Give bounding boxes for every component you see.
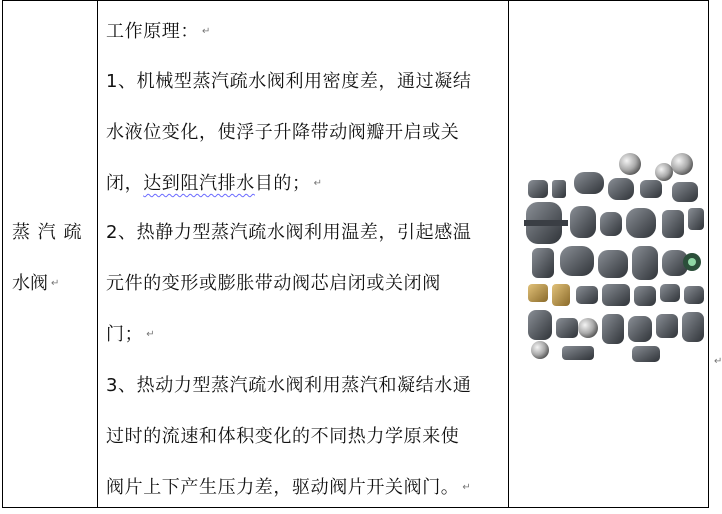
table-border-top <box>2 0 708 1</box>
principle-line-4: 2、热静力型蒸汽疏水阀利用温差，引起感温 <box>106 222 472 243</box>
row-label-line1: 蒸 汽 疏 <box>12 222 83 243</box>
principle-heading: 工作原理： ↵ <box>106 21 211 42</box>
table-border-col1 <box>97 0 98 508</box>
table-border-col2 <box>508 0 509 508</box>
principle-line-7: 3、热动力型蒸汽疏水阀利用蒸汽和凝结水通 <box>106 375 472 396</box>
principle-line-5: 元件的变形或膨胀带动阀芯启闭或关闭阀 <box>106 273 441 294</box>
row-label-line2: 水阀 ↵ <box>12 273 60 294</box>
principle-line-2: 水液位变化，使浮子升降带动阀瓣开启或关 <box>106 122 460 143</box>
principle-line-9: 阀片上下产生压力差，驱动阀片开关阀门。 ↵ <box>106 477 472 498</box>
cell-end-mark: ↵ <box>714 356 722 367</box>
principle-line-3: 闭，达到阻汽排水目的； ↵ <box>106 173 323 194</box>
principle-line-8: 过时的流速和体积变化的不同热力学原来使 <box>106 426 460 447</box>
spellcheck-underline: 达到阻汽排水 <box>143 173 255 194</box>
principle-line-1: 1、机械型蒸汽疏水阀利用密度差，通过凝结 <box>106 71 472 92</box>
principle-line-6: 门； ↵ <box>106 324 156 345</box>
steam-trap-photo <box>522 150 708 370</box>
table-border-left <box>2 0 3 508</box>
table-border-right <box>708 0 709 508</box>
table-border-bottom <box>2 507 708 508</box>
